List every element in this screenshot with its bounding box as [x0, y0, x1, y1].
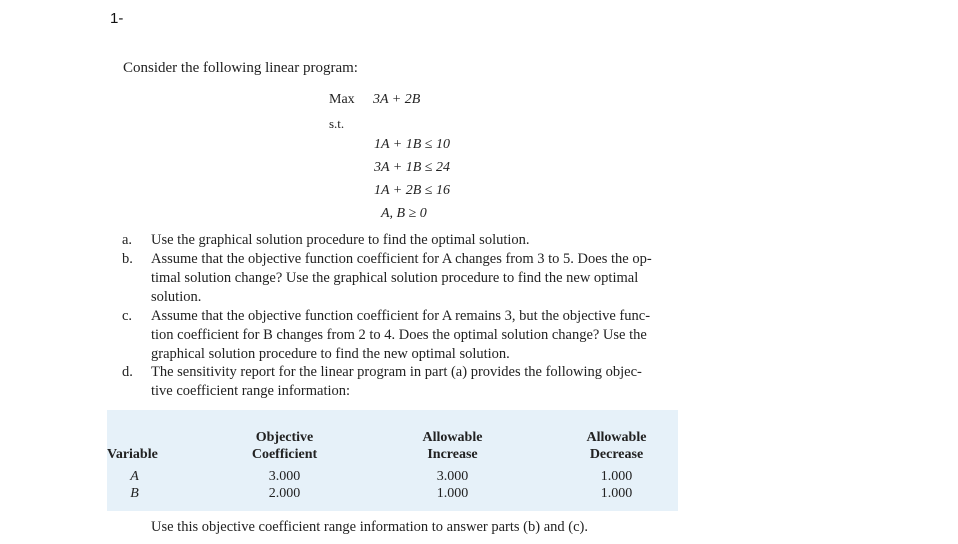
subject-to-label: s.t. — [329, 116, 345, 131]
question-a-letter: a. — [122, 232, 133, 248]
header-variable: Variable — [107, 447, 158, 462]
constraint-1: 1A + 1B ≤ 10 — [374, 137, 450, 152]
row-increase: 1.000 — [436, 486, 469, 501]
question-c-line: tion coefficient for B changes from 2 to 4. Does the optimal solution change? Use the — [151, 327, 647, 343]
max-label: Max — [329, 92, 355, 107]
row-decrease: 1.000 — [600, 486, 633, 501]
header-decrease-line1: Allowable — [586, 430, 647, 445]
footer-note: Use this objective coefficient range information to answer parts (b) and (c). — [151, 519, 588, 535]
constraint-2: 3A + 1B ≤ 24 — [374, 160, 450, 175]
question-c-line: graphical solution procedure to find the new optimal solution. — [151, 346, 510, 362]
sensitivity-table — [107, 410, 678, 511]
question-b-line: solution. — [151, 289, 202, 305]
question-d-letter: d. — [122, 364, 133, 380]
row-variable: B — [130, 486, 139, 501]
header-objective-line1: Objective — [255, 430, 314, 445]
question-d-line: tive coefficient range information: — [151, 383, 351, 399]
header-objective-line2: Coefficient — [251, 447, 318, 462]
question-b-letter: b. — [122, 251, 133, 267]
row-objective: 3.000 — [268, 469, 301, 484]
header-increase-line1: Allowable — [422, 430, 483, 445]
nonnegativity-constraint: A, B ≥ 0 — [381, 206, 427, 221]
objective-function: 3A + 2B — [373, 92, 421, 107]
question-b-line: Assume that the objective function coefficient for A changes from 3 to 5. Does the op- — [151, 251, 652, 267]
row-variable: A — [130, 469, 139, 484]
row-increase: 3.000 — [436, 469, 469, 484]
question-d-line: The sensitivity report for the linear program in part (a) provides the following objec- — [151, 364, 642, 380]
question-c-letter: c. — [122, 308, 133, 324]
constraint-3: 1A + 2B ≤ 16 — [374, 183, 450, 198]
row-decrease: 1.000 — [600, 469, 633, 484]
question-b-line: timal solution change? Use the graphical solution procedure to find the new optimal — [151, 270, 639, 286]
row-objective: 2.000 — [268, 486, 301, 501]
header-decrease-line2: Decrease — [589, 447, 644, 462]
problem-number: 1- — [110, 10, 124, 27]
question-a-line: Use the graphical solution procedure to find the optimal solution. — [151, 232, 530, 248]
question-c-line: Assume that the objective function coefficient for A remains 3, but the objective func- — [151, 308, 651, 324]
header-increase-line2: Increase — [427, 447, 478, 462]
intro-text: Consider the following linear program: — [123, 60, 358, 76]
